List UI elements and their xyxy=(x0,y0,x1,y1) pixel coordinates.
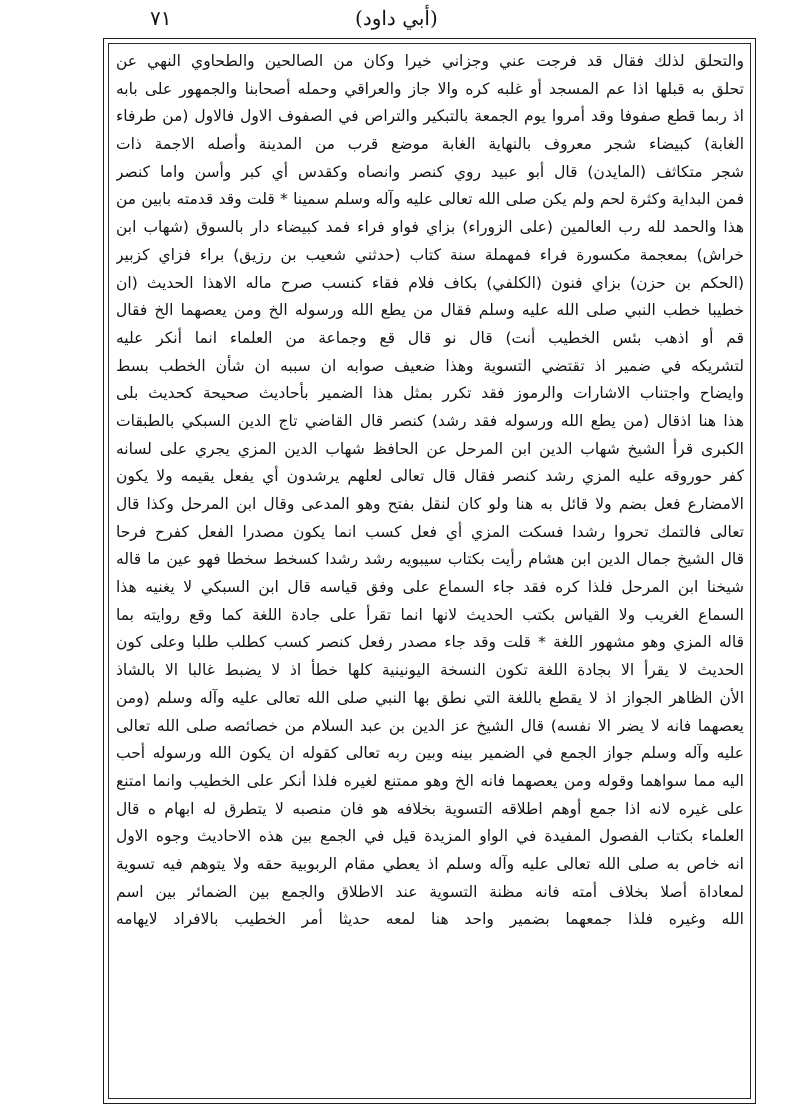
text-line: الامضارع فعل بضم ولا قائل به هنا ولو كان لنقل بفتح وهو المدعى وقال ابن المرحل وكذا قال xyxy=(116,495,744,513)
text-line: هذا والحمد لله رب العالمين (على الزوراء) بزاي فواو فراء فمد كبيضاء دار بالسوق (شهاب ابن xyxy=(116,218,744,237)
text-line: الله وغيره فلذا جمعهما بضمير واحد هنا لمعه حديثا أمر الخطيب بالافراد لايهامه xyxy=(116,910,744,929)
text-line: وايضاح واجتناب الاشارات والرموز فقد تكرر بمثل هذا الضمير بأحاديث صحيحة كحديث بلى xyxy=(116,384,744,403)
text-line: تعالى فالتمك تحروا رشدا فسكت المزي أي فعل كسب انما يكون مصدرا الفعل كفرح فرحا xyxy=(116,522,744,541)
text-line: قال الشيخ جمال الدين ابن هشام رأيت بكتاب سيبويه رشد رشدا كسخط سخطا فهو عين ما قاله xyxy=(116,550,744,569)
text-line: يعصهما فانه لا يضر الا نفسه) قال الشيخ عز الدين بن عبد السلام من خصائصه صلى الله تعالى xyxy=(116,716,744,735)
text-line: انه خاص به صلى الله تعالى عليه وآله وسلم اذ يعطي مقام الربوبية حقه ولا يتوهم فيه تسوية xyxy=(116,854,744,873)
text-line: اذ ربما قطع صفوفا وقد أمروا يوم الجمعة بالتبكير والتراص في الصفوف الاول فالاول (من طرفاء xyxy=(116,107,744,126)
text-line: قاله المزي وهو مشهور اللغة * قلت وقد جاء مصدر رفعل كنصر كسب كطلب طلبا وعلى كون xyxy=(116,633,744,652)
text-line: على غيره لانه اذا جمع أوهم اطلاقه التسوية بخلافه هو فان منصبه لا يتطرق له ابهام ه قال xyxy=(116,799,744,818)
text-line: السماع الغريب ولا القياس بكتب الحديث لانها انما تقرأ على جادة اللغة كما وقع روايته بما xyxy=(116,605,744,624)
text-line: خراش) بمعجمة مكسورة فراء فمهملة سنة كتاب (حدثني شعيب بن رزيق) براء فزاي كزبير xyxy=(116,245,744,264)
text-line: فمن البداية وكثرة لحم ولم يكن صلى الله تعالى عليه وآله وسلم سمينا * قلت وقد قدمته بابين من xyxy=(116,190,744,209)
text-line: شجر متكاثف (المايدن) قال أبو عبيد روي كنصر وانصاه وكقدس أي كبر وأسن واما كنصر xyxy=(116,162,744,181)
text-line: العلماء بكتاب الفصول المفيدة في الواو المزيدة قيل في الجمع بين هذه الاحاديث وجوه الاول xyxy=(116,827,744,846)
text-line: (الحكم بن حزن) بزاي فنون (الكلفي) بكاف فلام فقاء كنسب صرح ماله الاهذا الحديث (ان xyxy=(116,273,744,292)
text-line: عليه وآله وسلم جواز الجمع في الضمير بينه وبين ربه تعالى كقوله ان يكون الله ورسوله أحب xyxy=(116,744,744,763)
text-line: هذا هنا اذقال (من يطع الله ورسوله فقد رشد) كنصر قال القاضي تاج الدين السبكي بالطبقات xyxy=(116,411,744,430)
running-title: (أبي داود) xyxy=(355,6,438,30)
text-line: لمعاداة أصلا بخلاف أمته فانه مظنة التسوية عند الاطلاق والجمع بين الضمائر بين اسم xyxy=(116,882,744,901)
text-line: اليه مما سواهما وقوله ومن يعصهما فانه الخ وهو ممتنع لغيره فلذا أنكر على الخطيب وانما امتنع xyxy=(116,771,744,790)
text-line: تحلق به قبلها اذا عم المسجد أو غلبه كره والا جاز والعراقي وحمله أصحابنا والجمهور على بابه xyxy=(116,79,744,98)
text-line: لتشريكه في ضمير اذ تقتضي التسوية وهذا ضعيف صوابه ان سببه ان شأن الخطب بسط xyxy=(116,356,744,375)
text-line: الأن الظاهر الجواز اذ لا يقطع باللغة التي نطق بها النبي صلى الله تعالى عليه وآله وسلم (ومن xyxy=(116,688,744,707)
page-number: ٧١ xyxy=(150,6,172,30)
text-line: قم أو اذهب بئس الخطيب أنت) قال نو قال قع وجماعة من العلماء انما أنكر عليه xyxy=(116,328,744,347)
text-line: خطيبا خطب النبي صلى الله عليه وسلم فقال من يطع الله ورسوله الخ ومن يعصهما الخ فقال xyxy=(116,301,744,320)
text-line: الغابة) كبيضاء شجر معروف بالنهاية الغابة موضع قرب من المدينة وأصله الاجمة ذات xyxy=(116,135,744,154)
text-line: شيخنا ابن المرحل فلذا كره فقد جاء السماع على وفق قياسه قال ابن السبكي لا يغنيه هذا xyxy=(116,578,744,597)
text-line: الحديث لا يقرأ الا بجادة اللغة تكون النسخة اليونينية كلها خطأ اذ لا يضبط غالبا الا بالشاذ xyxy=(116,661,744,680)
main-text xyxy=(116,48,744,1098)
text-line: كفر حوروقه عليه المزي رشد كنصر فقال قال تعالى لعلهم يرشدون أي يفعل يقيمه ولا يكون xyxy=(116,467,744,486)
text-line: الكبرى قرأ الشيخ شهاب الدين ابن المرحل عن الحافظ شهاب الدين المزي يجري على لسانه xyxy=(116,439,744,458)
text-line: والتحلق لذلك فقال قد فرجت عني وجزاني خيرا وكان من الصالحين والطحاوي النهي عن xyxy=(116,52,744,70)
